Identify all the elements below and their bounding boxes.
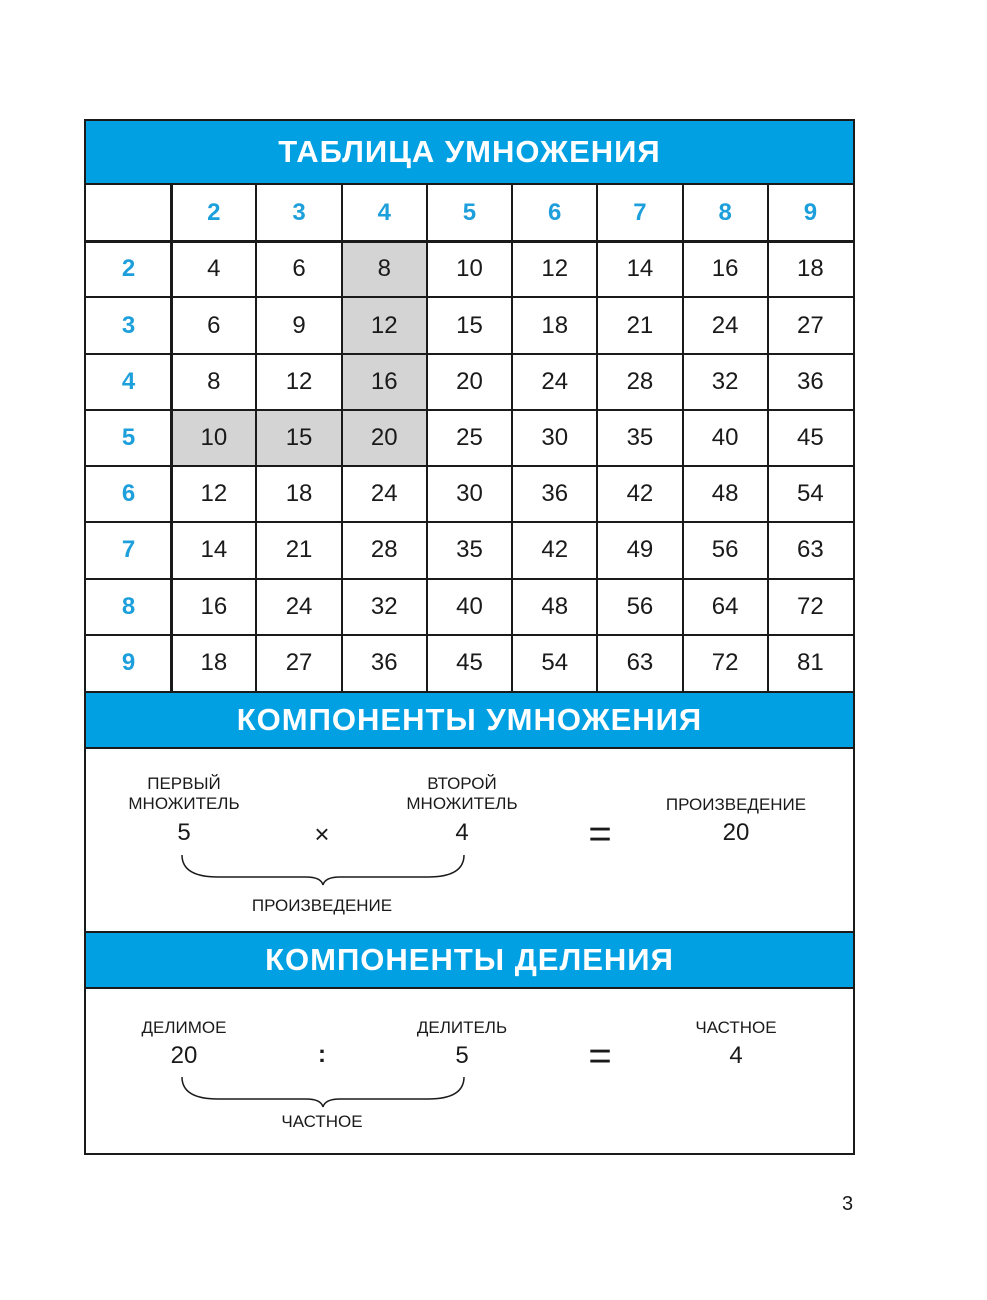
table-cell: 12 [541, 255, 569, 283]
table-cell: 18 [200, 648, 228, 676]
column-header: 2 [207, 199, 221, 227]
first-factor-value: 5 [177, 819, 191, 846]
grid-line [596, 185, 598, 691]
table-cell: 18 [541, 311, 569, 339]
multiplication-brace [178, 851, 468, 887]
table-cell: 24 [370, 480, 398, 508]
table-cell: 4 [207, 255, 221, 283]
first-factor-label: ПЕРВЫЙ МНОЖИТЕЛЬ [128, 774, 240, 813]
table-cell: 15 [456, 311, 483, 339]
column-header: 8 [718, 199, 732, 227]
table-cell: 45 [456, 648, 483, 676]
table-cell: 25 [456, 423, 483, 451]
column-header: 3 [292, 199, 306, 227]
division-brace [178, 1073, 468, 1109]
grid-line [86, 578, 853, 580]
equals-sign: = [588, 812, 612, 856]
table-cell: 28 [370, 536, 398, 564]
table-cell: 54 [541, 648, 569, 676]
column-header: 4 [377, 199, 391, 227]
equals-sign: = [588, 1034, 612, 1078]
table-cell: 36 [370, 648, 398, 676]
quotient-value: 4 [729, 1042, 743, 1069]
grid-line [341, 185, 343, 691]
table-cell: 30 [541, 423, 569, 451]
grid-line [255, 185, 257, 691]
grid-line [86, 409, 853, 411]
table-cell: 32 [711, 367, 739, 395]
table-cell: 16 [200, 592, 228, 620]
table-cell: 18 [285, 480, 313, 508]
divide-sign: : [318, 1041, 326, 1068]
table-cell: 48 [711, 480, 739, 508]
column-header: 9 [803, 199, 818, 227]
grid-line [86, 465, 853, 467]
table-cell: 54 [797, 480, 824, 508]
table-cell: 12 [285, 367, 313, 395]
table-cell: 35 [626, 423, 654, 451]
page-number: 3 [842, 1193, 854, 1215]
second-factor-label: ВТОРОЙ МНОЖИТЕЛЬ [406, 774, 518, 813]
divisor-value: 5 [455, 1042, 469, 1069]
table-cell: 14 [200, 536, 228, 564]
table-cell: 40 [456, 592, 483, 620]
table-cell: 18 [797, 255, 824, 283]
division-components-title: КОМПОНЕНТЫ ДЕЛЕНИЯ [86, 931, 853, 989]
table-cell: 72 [711, 648, 739, 676]
table-cell: 35 [456, 536, 483, 564]
table-cell: 6 [207, 311, 221, 339]
table-cell: 64 [711, 592, 739, 620]
second-factor-value: 4 [455, 819, 469, 846]
table-cell: 24 [285, 592, 313, 620]
table-cell: 12 [342, 297, 427, 353]
table-cell: 28 [626, 367, 654, 395]
grid-line [767, 185, 769, 691]
division-brace-label: ЧАСТНОЕ [281, 1112, 363, 1131]
table-cell: 56 [711, 536, 739, 564]
row-header: 7 [121, 536, 136, 564]
grid-line [86, 296, 853, 298]
table-cell: 81 [797, 648, 824, 676]
table-cell: 42 [541, 536, 569, 564]
column-header: 5 [462, 199, 477, 227]
grid-line [86, 240, 853, 243]
table-cell: 27 [797, 311, 824, 339]
multiplication-brace-label: ПРОИЗВЕДЕНИЕ [251, 896, 393, 915]
table-cell: 21 [285, 536, 313, 564]
table-cell: 8 [207, 367, 221, 395]
row-header: 3 [121, 311, 136, 339]
dividend-label: ДЕЛИМОЕ [141, 1018, 227, 1037]
multiplication-table-title: ТАБЛИЦА УМНОЖЕНИЯ [86, 121, 853, 185]
table-cell: 21 [626, 311, 654, 339]
grid-line [682, 185, 684, 691]
product-label: ПРОИЗВЕДЕНИЕ [665, 795, 807, 814]
table-cell: 10 [171, 410, 256, 466]
table-cell: 63 [626, 648, 654, 676]
table-cell: 30 [456, 480, 483, 508]
table-cell: 12 [200, 480, 228, 508]
grid-line [86, 634, 853, 636]
row-header: 2 [121, 255, 136, 283]
table-cell: 36 [541, 480, 569, 508]
table-cell: 45 [797, 423, 824, 451]
table-cell: 32 [370, 592, 398, 620]
table-cell: 24 [711, 311, 739, 339]
table-cell: 20 [342, 410, 427, 466]
dividend-value: 20 [170, 1042, 198, 1069]
table-cell: 16 [711, 255, 739, 283]
table-cell: 10 [456, 255, 483, 283]
table-cell: 20 [456, 367, 483, 395]
table-cell: 72 [797, 592, 824, 620]
table-cell: 49 [626, 536, 654, 564]
grid-line [426, 185, 428, 691]
grid-line [86, 353, 853, 355]
table-cell: 63 [797, 536, 824, 564]
divisor-label: ДЕЛИТЕЛЬ [416, 1018, 508, 1037]
grid-line [86, 521, 853, 523]
table-cell: 9 [292, 311, 306, 339]
column-header: 7 [633, 199, 647, 227]
row-header: 8 [121, 592, 136, 620]
table-cell: 56 [626, 592, 654, 620]
row-header: 6 [121, 480, 136, 508]
quotient-label: ЧАСТНОЕ [695, 1018, 777, 1037]
multiplication-table [86, 185, 853, 691]
table-cell: 24 [541, 367, 569, 395]
multiply-sign: × [314, 819, 330, 849]
grid-line [511, 185, 513, 691]
table-cell: 40 [711, 423, 739, 451]
table-cell: 6 [292, 255, 306, 283]
row-header: 9 [121, 648, 136, 676]
table-cell: 48 [541, 592, 569, 620]
table-cell: 27 [285, 648, 313, 676]
table-cell: 14 [626, 255, 654, 283]
column-header: 6 [548, 199, 562, 227]
table-cell: 8 [342, 241, 427, 297]
grid-line [170, 185, 173, 691]
reference-card [84, 119, 855, 1155]
row-header: 4 [121, 367, 136, 395]
product-value: 20 [722, 819, 750, 846]
table-cell: 15 [256, 410, 341, 466]
multiplication-components-title: КОМПОНЕНТЫ УМНОЖЕНИЯ [86, 691, 853, 749]
table-cell: 42 [626, 480, 654, 508]
table-cell: 16 [342, 354, 427, 410]
table-cell: 36 [797, 367, 824, 395]
row-header: 5 [121, 423, 136, 451]
